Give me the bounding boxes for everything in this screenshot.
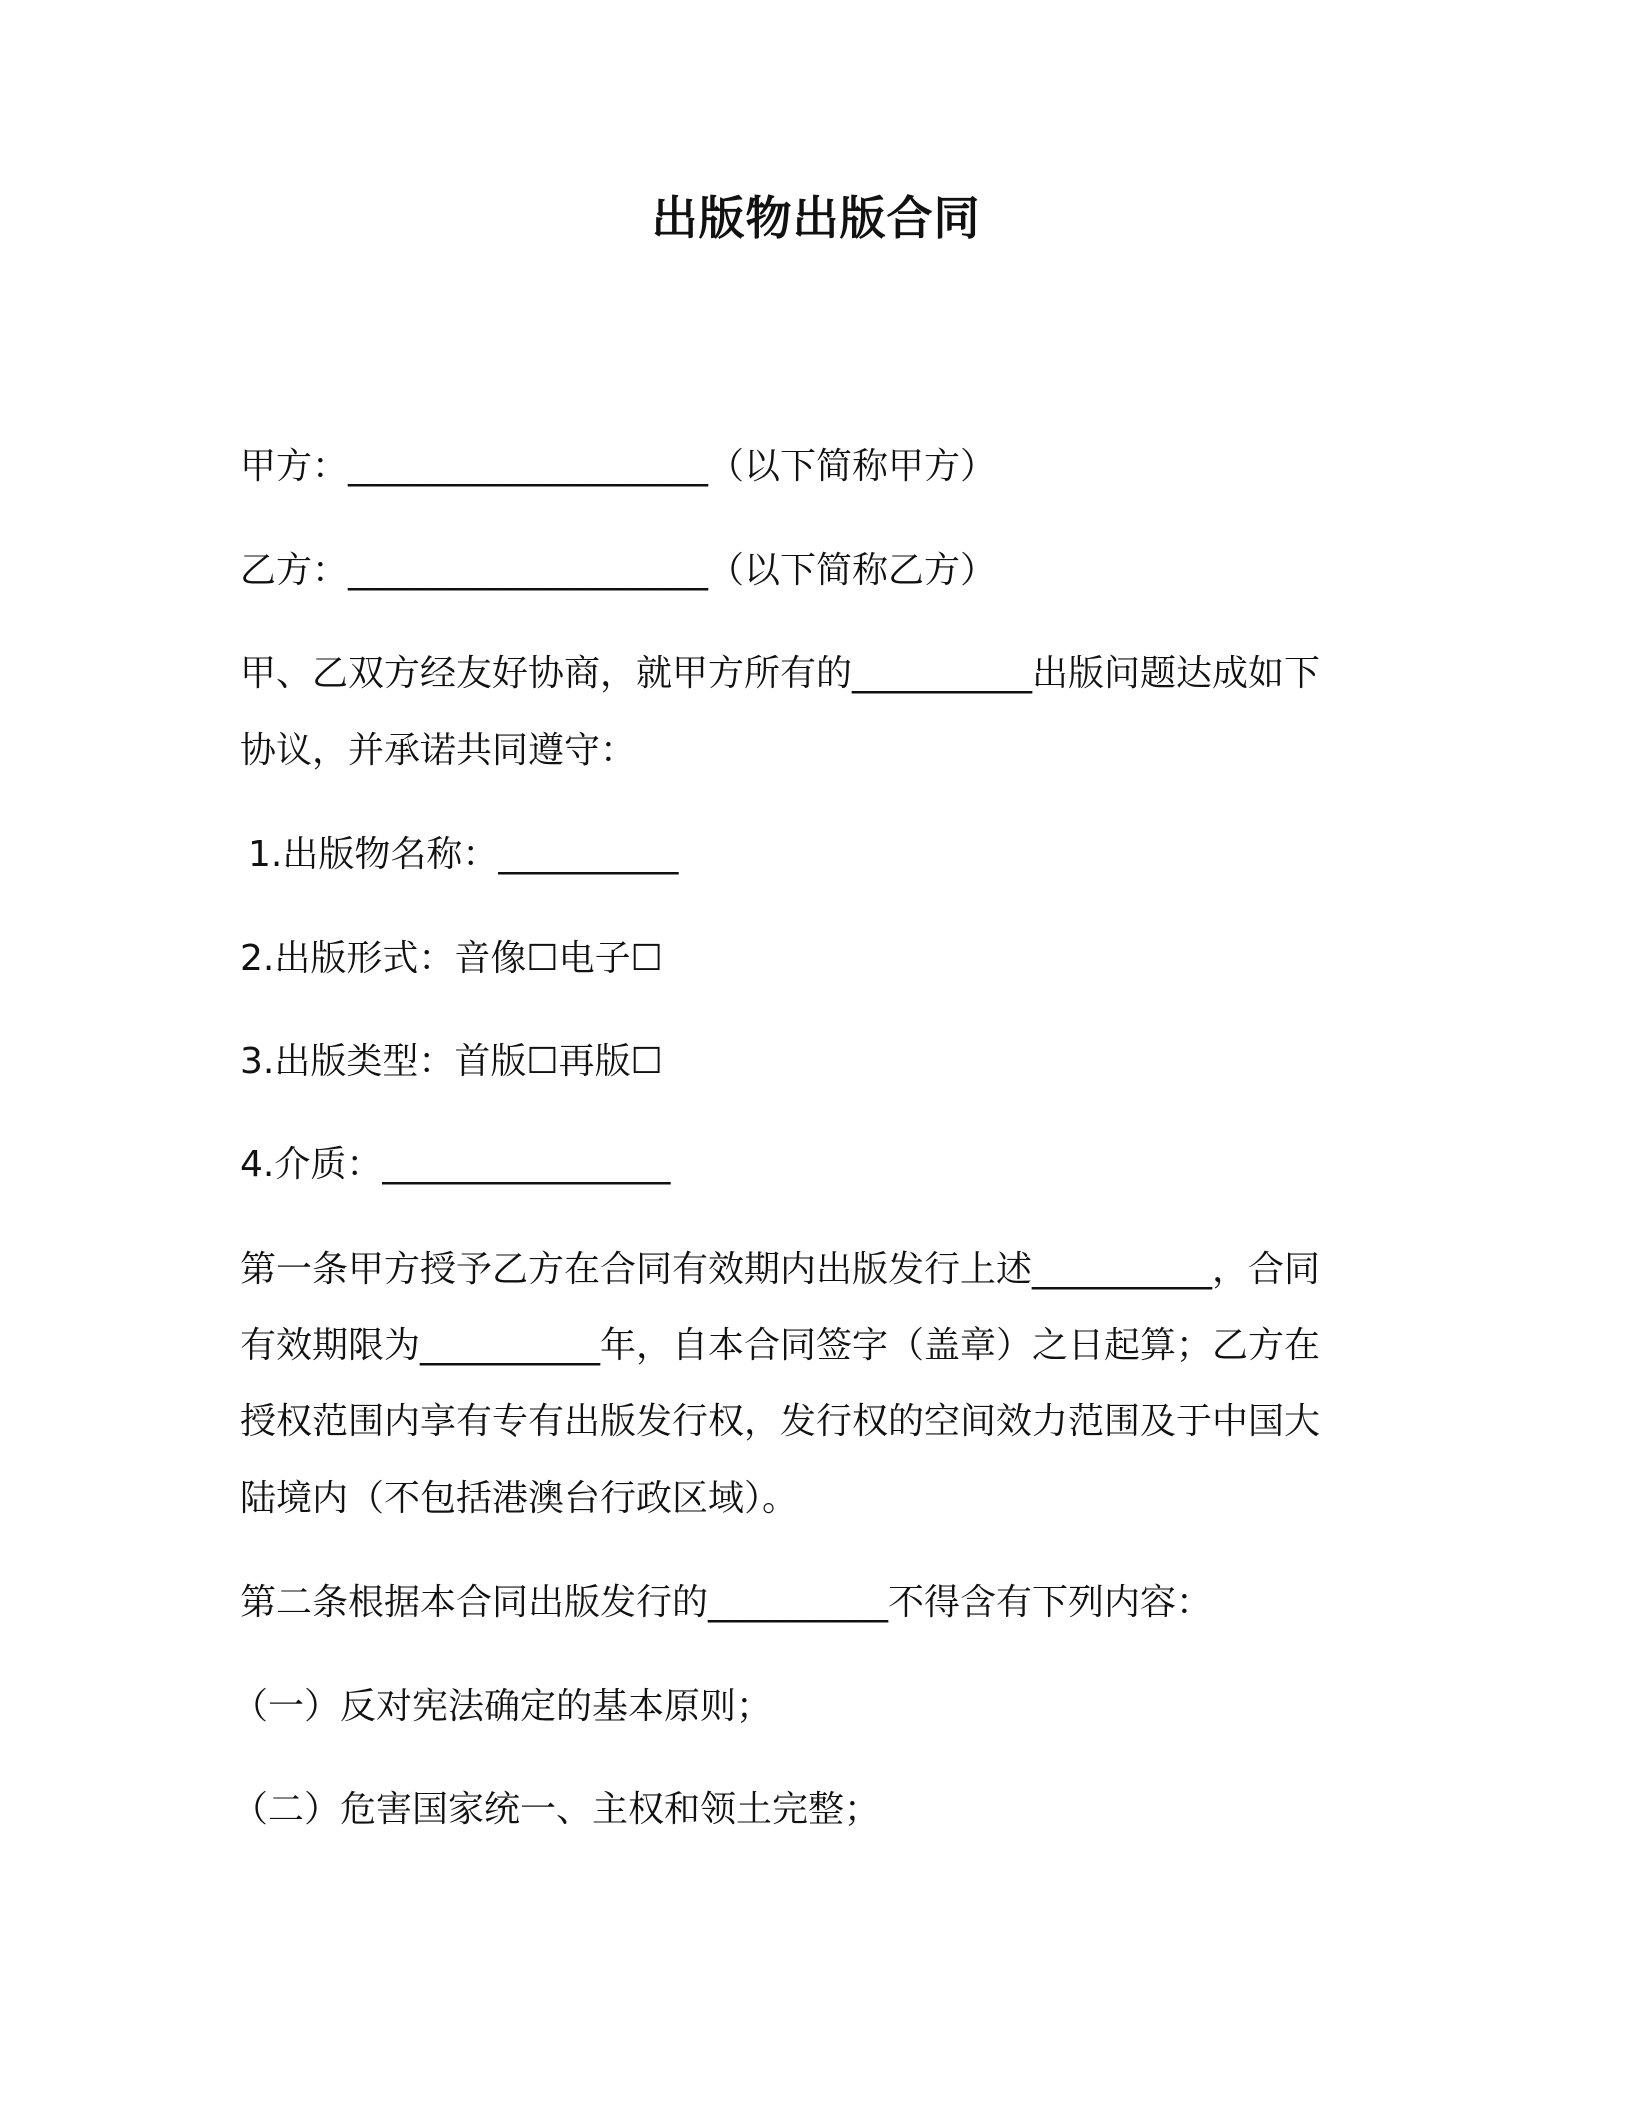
item-publication-type: 3.出版类型：首版☐再版☐ [240, 1041, 663, 1082]
item-publication-form: 2.出版形式：音像☐电子☐ [240, 938, 663, 979]
intro-line-2: 协议，并承诺共同遵守： [240, 730, 637, 771]
party-b-line: 乙方：____________________（以下简称乙方） [240, 550, 997, 591]
article-1-line-3: 授权范围内享有专有出版发行权，发行权的空间效力范围及于中国大 [240, 1401, 1321, 1442]
article-2-line-1: 第二条根据本合同出版发行的__________不得含有下列内容： [240, 1582, 1213, 1623]
article-1-line-1: 第一条甲方授予乙方在合同有效期内出版发行上述__________，合同 [240, 1249, 1321, 1290]
clause-2: （二）危害国家统一、主权和领土完整； [232, 1789, 881, 1830]
article-1-line-4: 陆境内（不包括港澳台行政区域）。 [240, 1478, 799, 1519]
document-title: 出版物出版合同 [651, 191, 981, 245]
item-publication-name: 1.出版物名称：__________ [248, 834, 679, 875]
clause-1: （一）反对宪法确定的基本原则； [232, 1686, 773, 1727]
item-medium: 4.介质：________________ [240, 1144, 671, 1185]
intro-line-1: 甲、乙双方经友好协商，就甲方所有的__________出版问题达成如下 [240, 653, 1321, 694]
article-1-line-2: 有效期限为__________年，自本合同签字（盖章）之日起算；乙方在 [240, 1325, 1321, 1366]
party-a-line: 甲方：____________________（以下简称甲方） [240, 446, 997, 487]
